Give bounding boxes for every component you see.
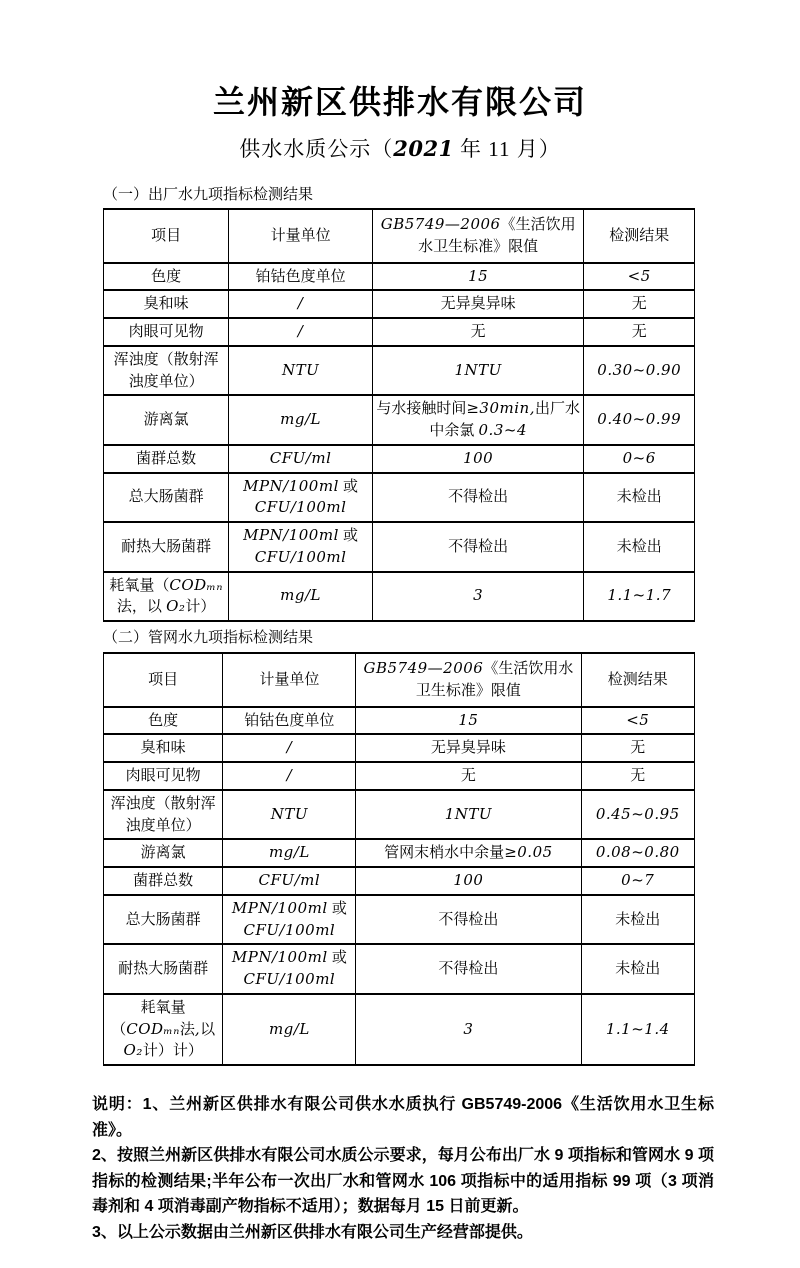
column-header: GB5749—2006《生活饮用水卫生标准》限值: [356, 653, 581, 707]
table-cell: [223, 867, 356, 895]
table-cell: [223, 839, 356, 867]
table-row: [104, 346, 695, 396]
table-cell: 总大肠菌群: [104, 895, 223, 945]
latin-text: /: [286, 766, 293, 785]
latin-text: 15: [458, 710, 479, 729]
latin-text: CFU/100ml: [254, 498, 347, 517]
table-cell: MPN/100ml 或 CFU/100ml: [223, 944, 356, 994]
table-cell: 未检出: [584, 522, 695, 572]
latin-text: CODₘₙ: [169, 575, 223, 594]
section-heading-factory-water: （一）出厂水九项指标检测结果: [103, 186, 314, 204]
table-header-row: [104, 653, 695, 707]
latin-text: mg/L: [268, 1019, 310, 1038]
latin-text: O₂: [123, 1041, 143, 1060]
column-header: 计量单位: [223, 653, 356, 707]
column-header: 计量单位: [229, 209, 373, 263]
table-cell: [584, 395, 695, 445]
table-header-row: [104, 209, 695, 263]
table-cell: 不得检出: [372, 522, 584, 572]
latin-text: 0.08~0.80: [595, 843, 680, 862]
table-row: [104, 522, 695, 572]
table-cell: [581, 707, 695, 735]
latin-text: mg/L: [280, 410, 321, 429]
latin-text: ,: [194, 1019, 201, 1038]
table-row: [104, 994, 695, 1065]
column-header: 检测结果: [584, 209, 695, 263]
latin-text: 1.1~1.4: [605, 1019, 670, 1038]
table-cell: 铂钴色度单位: [229, 263, 373, 291]
table-cell: 肉眼可见物: [104, 762, 223, 790]
table-cell: [223, 734, 356, 762]
table-cell: 游离氯: [104, 395, 229, 445]
table-cell: 无: [356, 762, 581, 790]
table-row: [104, 944, 695, 994]
latin-text: 1NTU: [444, 804, 493, 823]
table-cell: MPN/100ml 或 CFU/100ml: [229, 473, 373, 523]
table-cell: [584, 445, 695, 473]
table-cell: [372, 346, 584, 396]
table-row: [104, 734, 695, 762]
table-cell: [229, 290, 373, 318]
table-row: [104, 572, 695, 622]
table-cell: [229, 445, 373, 473]
latin-text: mg/L: [268, 843, 310, 862]
latin-text: 0~6: [622, 448, 656, 467]
table-row: [104, 395, 695, 445]
latin-text: NTU: [281, 360, 320, 379]
table-cell: [581, 839, 695, 867]
column-header: GB5749—2006《生活饮用水卫生标准》限值: [372, 209, 584, 263]
table-cell: [229, 572, 373, 622]
table-cell: 与水接触时间≥30min,出厂水中余氯 0.3~4: [372, 395, 584, 445]
latin-text: CFU/100ml: [243, 920, 336, 939]
notes-section: [92, 1092, 714, 1246]
table-cell: 未检出: [581, 895, 695, 945]
table-cell: 无异臭异味: [356, 734, 581, 762]
table-cell: [223, 762, 356, 790]
table-cell: [229, 395, 373, 445]
table-cell: [229, 346, 373, 396]
table-row: [104, 318, 695, 346]
table-row: [104, 839, 695, 867]
table-cell: 臭和味: [104, 290, 229, 318]
latin-text: <5: [627, 266, 651, 285]
latin-text: MPN/100ml: [243, 476, 339, 495]
latin-text: MPN/100ml: [231, 948, 328, 967]
latin-text: 1.1~1.7: [607, 586, 672, 605]
table-cell: 未检出: [584, 473, 695, 523]
table-cell: [581, 790, 695, 840]
latin-text: CFU/ml: [258, 871, 321, 890]
latin-text: CFU/100ml: [243, 970, 336, 989]
table-row: [104, 790, 695, 840]
subtitle-year: 2021: [393, 135, 454, 161]
table-cell: 浑浊度（散射浑浊度单位）: [104, 346, 229, 396]
latin-text: 0.3~4: [478, 421, 527, 440]
latin-text: /: [286, 738, 293, 757]
latin-text: 0.45~0.95: [595, 804, 680, 823]
table-cell: 无: [584, 318, 695, 346]
latin-text: O₂: [166, 597, 186, 616]
table-cell: [356, 707, 581, 735]
latin-text: CFU/ml: [269, 448, 332, 467]
table-cell: 无异臭异味: [372, 290, 584, 318]
table-cell: 总大肠菌群: [104, 473, 229, 523]
table-cell: 菌群总数: [104, 445, 229, 473]
latin-text: NTU: [270, 804, 308, 823]
table-cell: 菌群总数: [104, 867, 223, 895]
table-cell: 耗氧量（CODₘₙ法,以 O₂计）计）: [104, 994, 223, 1065]
table-cell: 不得检出: [356, 895, 581, 945]
table-cell: [356, 994, 581, 1065]
table-cell: 铂钴色度单位: [223, 707, 356, 735]
table-cell: [584, 263, 695, 291]
latin-text: ≥0.05: [504, 843, 553, 862]
latin-text: 3: [473, 586, 484, 605]
table-row: [104, 445, 695, 473]
table-cell: [584, 572, 695, 622]
table-cell: [223, 790, 356, 840]
table-row: [104, 290, 695, 318]
table-row: [104, 263, 695, 291]
table-cell: 耐热大肠菌群: [104, 944, 223, 994]
table-cell: [356, 867, 581, 895]
latin-text: GB5749—2006: [380, 215, 501, 234]
table-cell: 不得检出: [372, 473, 584, 523]
column-header: 检测结果: [581, 653, 695, 707]
table-cell: [581, 994, 695, 1065]
latin-text: 1NTU: [454, 360, 502, 379]
table-cell: 无: [372, 318, 584, 346]
table-cell: 耐热大肠菌群: [104, 522, 229, 572]
latin-text: CFU/100ml: [254, 547, 347, 566]
table-cell: 色度: [104, 707, 223, 735]
page-subtitle: [0, 135, 800, 163]
pipe-network-water-quality-table: [103, 652, 695, 1066]
table-cell: [223, 994, 356, 1065]
table-cell: 无: [581, 734, 695, 762]
section-heading-pipe-network-water: （二）管网水九项指标检测结果: [103, 629, 314, 647]
subtitle-prefix: 供水水质公示（: [239, 136, 394, 161]
table-row: [104, 867, 695, 895]
table-cell: 臭和味: [104, 734, 223, 762]
latin-text: CODₘₙ: [126, 1019, 180, 1038]
table-cell: [581, 867, 695, 895]
note-paragraph: 说明：1、兰州新区供排水有限公司供水水质执行 GB5749-2006《生活饮用水卫生标准》。: [92, 1096, 714, 1139]
table-cell: 游离氯: [104, 839, 223, 867]
table-row: [104, 895, 695, 945]
latin-text: mg/L: [280, 586, 321, 605]
latin-text: 0.40~0.99: [597, 410, 682, 429]
latin-text: /: [297, 322, 304, 341]
latin-text: 100: [463, 448, 494, 467]
table-cell: 耗氧量（CODₘₙ法，以 O₂计）: [104, 572, 229, 622]
latin-text: MPN/100ml: [243, 526, 339, 545]
latin-text: 100: [453, 871, 484, 890]
latin-text: 0~7: [621, 871, 655, 890]
latin-text: MPN/100ml: [231, 898, 328, 917]
latin-text: GB5749—2006: [363, 659, 484, 678]
latin-text: /: [297, 294, 304, 313]
table-cell: [356, 790, 581, 840]
table-cell: 肉眼可见物: [104, 318, 229, 346]
latin-text: 0.30~0.90: [597, 360, 682, 379]
table-cell: 管网末梢水中余量≥0.05: [356, 839, 581, 867]
table-cell: [584, 346, 695, 396]
table-row: [104, 473, 695, 523]
table-cell: [372, 263, 584, 291]
table-cell: 不得检出: [356, 944, 581, 994]
note-paragraph: 2、按照兰州新区供排水有限公司水质公示要求，每月公布出厂水 9 项指标和管网水 9 项指标的检测结果;半年公布一次出厂水和管网水 106 项指标中的适用指标 99 项（3 项消毒剂和 4 项消毒副产物指标不适用）；数据每月 15 日前更新。: [92, 1147, 714, 1216]
table-row: [104, 707, 695, 735]
column-header: 项目: [104, 653, 223, 707]
table-cell: [372, 445, 584, 473]
latin-text: 3: [463, 1019, 474, 1038]
latin-text: 15: [468, 266, 489, 285]
note-paragraph: 3、以上公示数据由兰州新区供排水有限公司生产经营部提供。: [92, 1224, 533, 1242]
table-cell: 未检出: [581, 944, 695, 994]
subtitle-suffix: 年 11 月）: [453, 136, 561, 161]
table-cell: MPN/100ml 或 CFU/100ml: [223, 895, 356, 945]
table-cell: 无: [584, 290, 695, 318]
column-header: 项目: [104, 209, 229, 263]
page-title: 兰州新区供排水有限公司: [212, 84, 587, 120]
table-cell: 无: [581, 762, 695, 790]
table-row: [104, 762, 695, 790]
table-cell: MPN/100ml 或 CFU/100ml: [229, 522, 373, 572]
table-cell: [372, 572, 584, 622]
factory-water-quality-table: [103, 208, 695, 622]
table-cell: 浑浊度（散射浑浊度单位）: [104, 790, 223, 840]
latin-text: <5: [626, 710, 650, 729]
table-cell: [229, 318, 373, 346]
table-cell: 色度: [104, 263, 229, 291]
latin-text: ≥30min,: [466, 399, 535, 418]
